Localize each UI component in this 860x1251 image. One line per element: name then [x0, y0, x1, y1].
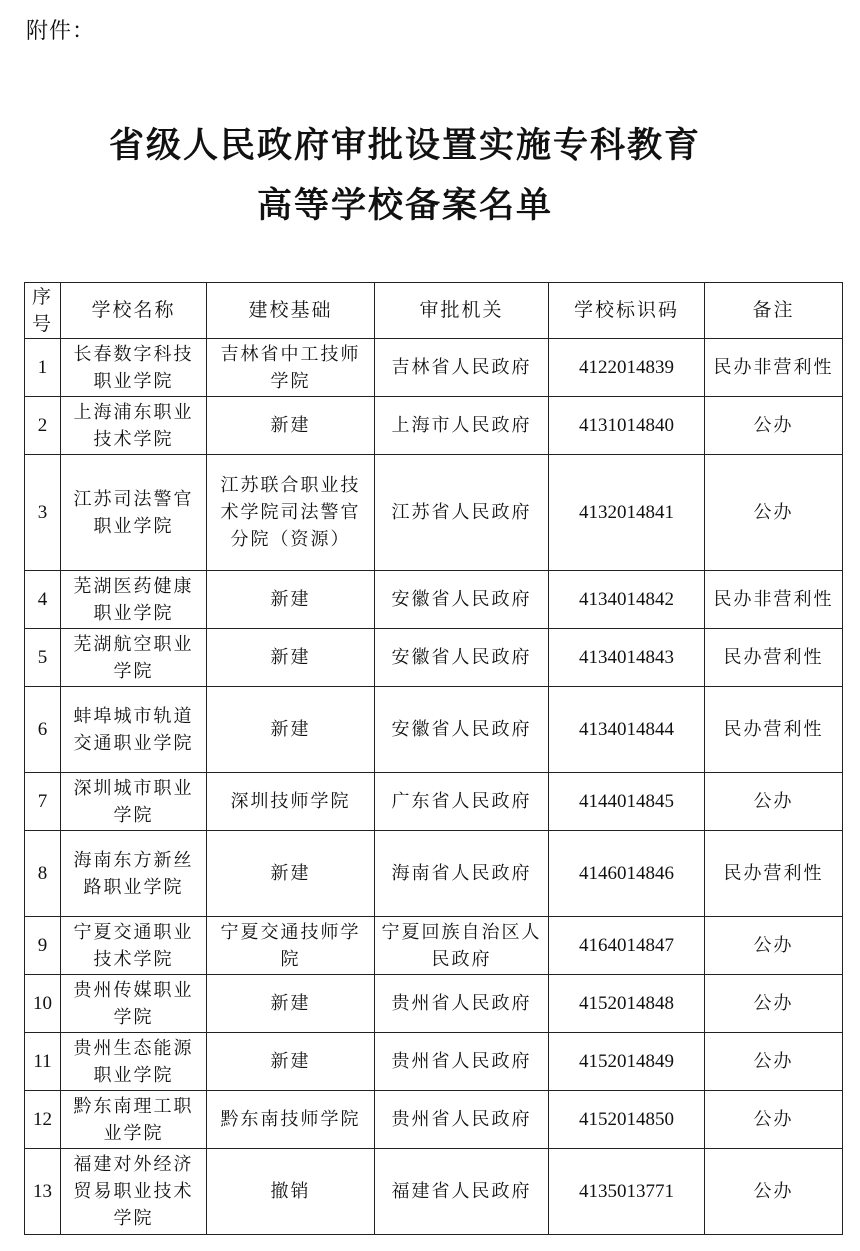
cell-founding-base: 新建 — [207, 629, 375, 687]
cell-founding-base: 江苏联合职业技术学院司法警官分院（资源） — [207, 455, 375, 571]
cell-school-name: 黔东南理工职业学院 — [61, 1091, 207, 1149]
cell-school-name: 蚌埠城市轨道交通职业学院 — [61, 687, 207, 773]
table-row — [25, 975, 843, 1033]
cell-school-code: 4146014846 — [549, 831, 705, 917]
cell-school-code: 4152014850 — [549, 1091, 705, 1149]
cell-note: 公办 — [705, 397, 843, 455]
cell-school-code: 4134014842 — [549, 571, 705, 629]
cell-note: 民办营利性 — [705, 687, 843, 773]
cell-school-code: 4152014849 — [549, 1033, 705, 1091]
cell-school-name: 福建对外经济贸易职业技术学院 — [61, 1149, 207, 1235]
cell-school-name: 宁夏交通职业技术学院 — [61, 917, 207, 975]
cell-no: 6 — [25, 687, 61, 773]
cell-approving-authority: 贵州省人民政府 — [375, 1033, 549, 1091]
document-title-line-2: 高等学校备案名单 — [256, 185, 553, 226]
cell-no: 9 — [25, 917, 61, 975]
cell-note: 民办营利性 — [705, 629, 843, 687]
cell-approving-authority: 海南省人民政府 — [375, 831, 549, 917]
cell-approving-authority: 广东省人民政府 — [375, 773, 549, 831]
cell-note: 公办 — [705, 1091, 843, 1149]
cell-school-code: 4134014844 — [549, 687, 705, 773]
table-row — [25, 1091, 843, 1149]
header-approving-authority: 审批机关 — [375, 283, 549, 339]
cell-approving-authority: 安徽省人民政府 — [375, 687, 549, 773]
cell-school-code: 4132014841 — [549, 455, 705, 571]
cell-school-code: 4122014839 — [549, 339, 705, 397]
cell-founding-base: 撤销 — [207, 1149, 375, 1235]
cell-approving-authority: 江苏省人民政府 — [375, 455, 549, 571]
cell-no: 11 — [25, 1033, 61, 1091]
cell-note: 公办 — [705, 975, 843, 1033]
cell-no: 13 — [25, 1149, 61, 1235]
cell-no: 10 — [25, 975, 61, 1033]
cell-approving-authority: 上海市人民政府 — [375, 397, 549, 455]
cell-approving-authority: 福建省人民政府 — [375, 1149, 549, 1235]
cell-school-code: 4131014840 — [549, 397, 705, 455]
header-note: 备注 — [705, 283, 843, 339]
cell-school-code: 4152014848 — [549, 975, 705, 1033]
cell-founding-base: 新建 — [207, 1033, 375, 1091]
cell-founding-base: 新建 — [207, 687, 375, 773]
header-no: 序号 — [25, 283, 61, 339]
school-roster-table — [24, 282, 843, 1235]
cell-approving-authority: 安徽省人民政府 — [375, 571, 549, 629]
cell-no: 2 — [25, 397, 61, 455]
table-row — [25, 397, 843, 455]
cell-school-code: 4135013771 — [549, 1149, 705, 1235]
cell-founding-base: 深圳技师学院 — [207, 773, 375, 831]
table-row — [25, 773, 843, 831]
table-row — [25, 687, 843, 773]
cell-founding-base: 新建 — [207, 975, 375, 1033]
cell-approving-authority: 贵州省人民政府 — [375, 1091, 549, 1149]
cell-note: 公办 — [705, 773, 843, 831]
cell-no: 12 — [25, 1091, 61, 1149]
cell-founding-base: 黔东南技师学院 — [207, 1091, 375, 1149]
table-row — [25, 455, 843, 571]
cell-approving-authority: 贵州省人民政府 — [375, 975, 549, 1033]
cell-school-code: 4164014847 — [549, 917, 705, 975]
attachment-label: 附件： — [26, 19, 96, 44]
cell-school-name: 上海浦东职业技术学院 — [61, 397, 207, 455]
cell-approving-authority: 安徽省人民政府 — [375, 629, 549, 687]
cell-note: 公办 — [705, 917, 843, 975]
table-row — [25, 339, 843, 397]
cell-school-name: 深圳城市职业学院 — [61, 773, 207, 831]
cell-approving-authority: 宁夏回族自治区人民政府 — [375, 917, 549, 975]
cell-no: 3 — [25, 455, 61, 571]
cell-school-name: 贵州生态能源职业学院 — [61, 1033, 207, 1091]
table-header-row — [25, 283, 843, 339]
cell-school-name: 贵州传媒职业学院 — [61, 975, 207, 1033]
cell-approving-authority: 吉林省人民政府 — [375, 339, 549, 397]
table-row — [25, 1149, 843, 1235]
cell-school-name: 海南东方新丝路职业学院 — [61, 831, 207, 917]
cell-note: 民办非营利性 — [705, 571, 843, 629]
cell-no: 4 — [25, 571, 61, 629]
header-school-code: 学校标识码 — [549, 283, 705, 339]
cell-note: 民办非营利性 — [705, 339, 843, 397]
cell-school-code: 4144014845 — [549, 773, 705, 831]
table-row — [25, 629, 843, 687]
cell-founding-base: 新建 — [207, 571, 375, 629]
table-row — [25, 571, 843, 629]
cell-founding-base: 新建 — [207, 397, 375, 455]
cell-no: 5 — [25, 629, 61, 687]
cell-school-name: 江苏司法警官职业学院 — [61, 455, 207, 571]
table-row — [25, 917, 843, 975]
cell-founding-base: 宁夏交通技师学院 — [207, 917, 375, 975]
cell-school-code: 4134014843 — [549, 629, 705, 687]
cell-note: 公办 — [705, 1149, 843, 1235]
table-row — [25, 1033, 843, 1091]
cell-no: 1 — [25, 339, 61, 397]
cell-founding-base: 吉林省中工技师学院 — [207, 339, 375, 397]
cell-school-name: 芜湖航空职业学院 — [61, 629, 207, 687]
cell-no: 8 — [25, 831, 61, 917]
cell-note: 公办 — [705, 455, 843, 571]
header-founding-base: 建校基础 — [207, 283, 375, 339]
cell-school-name: 长春数字科技职业学院 — [61, 339, 207, 397]
cell-school-name: 芜湖医药健康职业学院 — [61, 571, 207, 629]
document-title-line-1: 省级人民政府审批设置实施专科教育 — [108, 125, 701, 166]
cell-no: 7 — [25, 773, 61, 831]
cell-note: 公办 — [705, 1033, 843, 1091]
cell-founding-base: 新建 — [207, 831, 375, 917]
cell-note: 民办营利性 — [705, 831, 843, 917]
table-row — [25, 831, 843, 917]
header-school-name: 学校名称 — [61, 283, 207, 339]
